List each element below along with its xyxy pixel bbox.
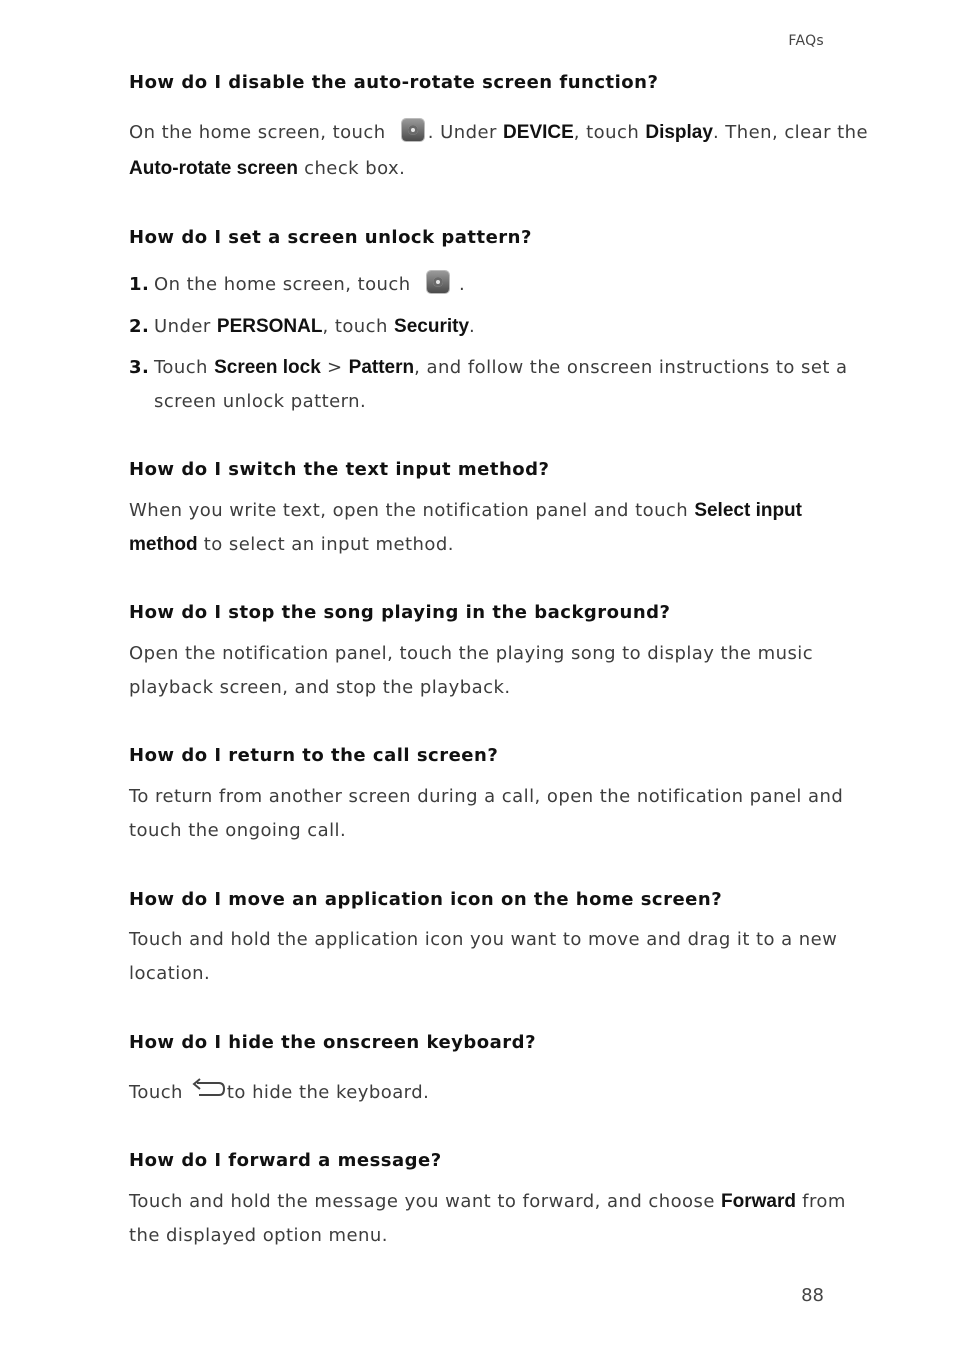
faq-answer-line: location. [129, 963, 211, 984]
faq-answer-line: When you write text, open the notification panel and touch Select input [129, 500, 802, 521]
faq-answer-line: Open the notification panel, touch the playing song to display the music [129, 643, 814, 664]
faq-answer-line: Auto-rotate screen check box. [129, 158, 406, 179]
list-item: 2. Under PERSONAL, touch Security. [129, 316, 476, 337]
faq-answer-line: Touch and hold the application icon you want to move and drag it to a new [129, 929, 838, 950]
list-item: 1. On the home screen, touch . [129, 268, 829, 302]
list-item-continuation: screen unlock pattern. [154, 391, 367, 412]
faq-question: How do I disable the auto-rotate screen function? [129, 72, 659, 93]
faq-question: How do I stop the song playing in the background? [129, 602, 671, 623]
faq-answer-line: playback screen, and stop the playback. [129, 677, 511, 698]
settings-icon [402, 119, 424, 141]
faq-answer-line: touch the ongoing call. [129, 820, 347, 841]
list-item: 3. Touch Screen lock > Pattern, and follow the onscreen instructions to set a [129, 357, 848, 378]
faq-question: How do I set a screen unlock pattern? [129, 227, 532, 248]
faq-question: How do I move an application icon on the home screen? [129, 889, 723, 910]
faq-answer-line: method to select an input method. [129, 534, 454, 555]
faq-question: How do I forward a message? [129, 1150, 442, 1171]
faq-question: How do I return to the call screen? [129, 745, 499, 766]
faq-question: How do I hide the onscreen keyboard? [129, 1032, 537, 1053]
faq-answer-line: Touch to hide the keyboard. [129, 1076, 829, 1110]
faq-answer-line: the displayed option menu. [129, 1225, 388, 1246]
settings-icon [427, 271, 449, 293]
page-number: 88 [801, 1285, 824, 1306]
faq-answer-line: On the home screen, touch . Under DEVICE, touch Display. Then, clear the [129, 116, 829, 150]
faq-answer-line: To return from another screen during a call, open the notification panel and [129, 786, 844, 807]
running-header: FAQs [788, 33, 824, 49]
back-icon [191, 1078, 225, 1100]
faq-answer-line: Touch and hold the message you want to forward, and choose Forward from [129, 1191, 846, 1212]
faq-question: How do I switch the text input method? [129, 459, 550, 480]
